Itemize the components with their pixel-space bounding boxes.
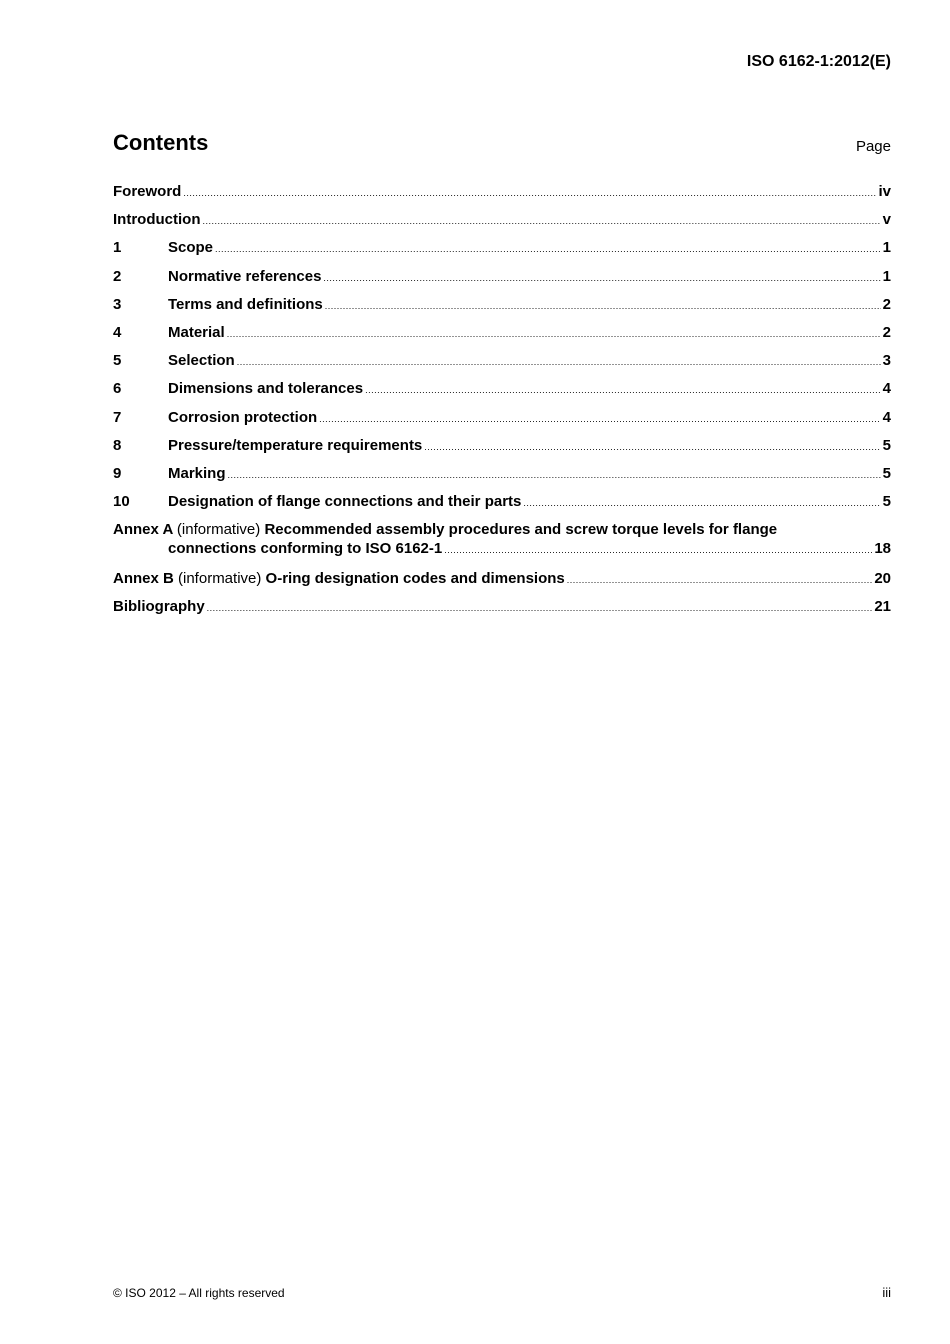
toc-entry-bibliography[interactable] bbox=[113, 597, 891, 625]
toc-entry-title: Introduction bbox=[113, 211, 201, 229]
toc-entry-number: 4 bbox=[113, 323, 122, 341]
toc-entry-normative-references[interactable] bbox=[113, 267, 891, 295]
toc-entry-page: 2 bbox=[882, 323, 891, 341]
dot-leader bbox=[567, 570, 873, 590]
toc-entry-number: 6 bbox=[113, 380, 122, 398]
toc-entry-page: 20 bbox=[874, 570, 891, 588]
toc-entry-dimensions-and-tolerances[interactable] bbox=[113, 379, 891, 407]
toc-entry-scope[interactable] bbox=[113, 238, 891, 266]
dot-leader bbox=[202, 211, 880, 231]
toc-entry-pressure-temperature[interactable] bbox=[113, 436, 891, 464]
dot-leader bbox=[444, 541, 872, 560]
toc-entry-title: Material bbox=[168, 323, 225, 341]
annex-kind: (informative) bbox=[178, 570, 262, 588]
annex-kind: (informative) bbox=[176, 521, 261, 539]
dot-leader bbox=[424, 437, 880, 457]
copyright-notice: © ISO 2012 – All rights reserved bbox=[113, 1286, 285, 1300]
dot-leader bbox=[365, 380, 881, 400]
toc-entry-selection[interactable] bbox=[113, 351, 891, 379]
toc-entry-page: 5 bbox=[882, 464, 891, 482]
toc-entry-annex-b[interactable] bbox=[113, 569, 891, 597]
dot-leader bbox=[523, 493, 880, 513]
toc-entry-title: Selection bbox=[168, 352, 235, 370]
toc-entry-material[interactable] bbox=[113, 323, 891, 351]
dot-leader bbox=[183, 183, 876, 203]
table-of-contents bbox=[113, 182, 891, 626]
toc-entry-title: Marking bbox=[168, 464, 226, 482]
toc-entry-number: 1 bbox=[113, 239, 122, 257]
dot-leader bbox=[215, 239, 881, 259]
dot-leader bbox=[325, 296, 881, 316]
annex-title-line2: connections conforming to ISO 6162-1 bbox=[168, 540, 443, 558]
page-number: iii bbox=[882, 1285, 891, 1300]
toc-entry-foreword[interactable] bbox=[113, 182, 891, 210]
toc-entry-title: Pressure/temperature requirements bbox=[168, 436, 423, 454]
dot-leader bbox=[227, 324, 881, 344]
toc-entry-title: Bibliography bbox=[113, 598, 205, 616]
toc-entry-page: 4 bbox=[882, 380, 891, 398]
toc-entry-page: 5 bbox=[882, 436, 891, 454]
toc-entry-number: 9 bbox=[113, 464, 122, 482]
toc-entry-annex-a[interactable] bbox=[113, 520, 891, 560]
annex-label: Annex B bbox=[113, 570, 174, 588]
dot-leader bbox=[319, 409, 880, 429]
toc-entry-page: 5 bbox=[882, 493, 891, 511]
toc-entry-page: 3 bbox=[882, 352, 891, 370]
contents-heading: Contents bbox=[113, 130, 209, 155]
annex-label: Annex A bbox=[113, 521, 173, 539]
annex-title: O-ring designation codes and dimensions bbox=[265, 570, 565, 588]
toc-entry-corrosion-protection[interactable] bbox=[113, 408, 891, 436]
toc-entry-title: Foreword bbox=[113, 183, 182, 200]
toc-entry-title: Designation of flange connections and their parts bbox=[168, 493, 522, 511]
toc-entry-introduction[interactable] bbox=[113, 210, 891, 238]
toc-entry-title: Normative references bbox=[168, 267, 322, 285]
toc-entry-page: iv bbox=[878, 183, 891, 200]
toc-entry-number: 2 bbox=[113, 267, 122, 285]
toc-entry-number: 10 bbox=[113, 493, 130, 511]
document-id: ISO 6162-1:2012(E) bbox=[746, 53, 891, 70]
toc-entry-page: v bbox=[882, 211, 891, 229]
annex-title-line1: Recommended assembly procedures and screw torque levels for flange bbox=[264, 521, 778, 539]
toc-entry-title: Terms and definitions bbox=[168, 295, 323, 313]
page-column-label: Page bbox=[855, 138, 891, 155]
toc-entry-number: 8 bbox=[113, 436, 122, 454]
toc-entry-number: 5 bbox=[113, 352, 122, 370]
dot-leader bbox=[323, 268, 880, 288]
toc-entry-marking[interactable] bbox=[113, 464, 891, 492]
dot-leader bbox=[228, 465, 881, 485]
toc-entry-number: 7 bbox=[113, 408, 122, 426]
toc-entry-page: 21 bbox=[874, 598, 891, 616]
toc-entry-page: 4 bbox=[882, 408, 891, 426]
toc-entry-number: 3 bbox=[113, 295, 122, 313]
toc-entry-page: 1 bbox=[882, 239, 891, 257]
toc-entry-title: Scope bbox=[168, 239, 214, 257]
dot-leader bbox=[237, 352, 881, 372]
toc-entry-title: Corrosion protection bbox=[168, 408, 318, 426]
toc-entry-designation[interactable] bbox=[113, 492, 891, 520]
toc-entry-terms-and-definitions[interactable] bbox=[113, 295, 891, 323]
toc-entry-page: 2 bbox=[882, 295, 891, 313]
toc-entry-page: 18 bbox=[874, 540, 891, 558]
toc-entry-title: Dimensions and tolerances bbox=[168, 380, 364, 398]
toc-entry-page: 1 bbox=[882, 267, 891, 285]
dot-leader bbox=[207, 598, 873, 618]
